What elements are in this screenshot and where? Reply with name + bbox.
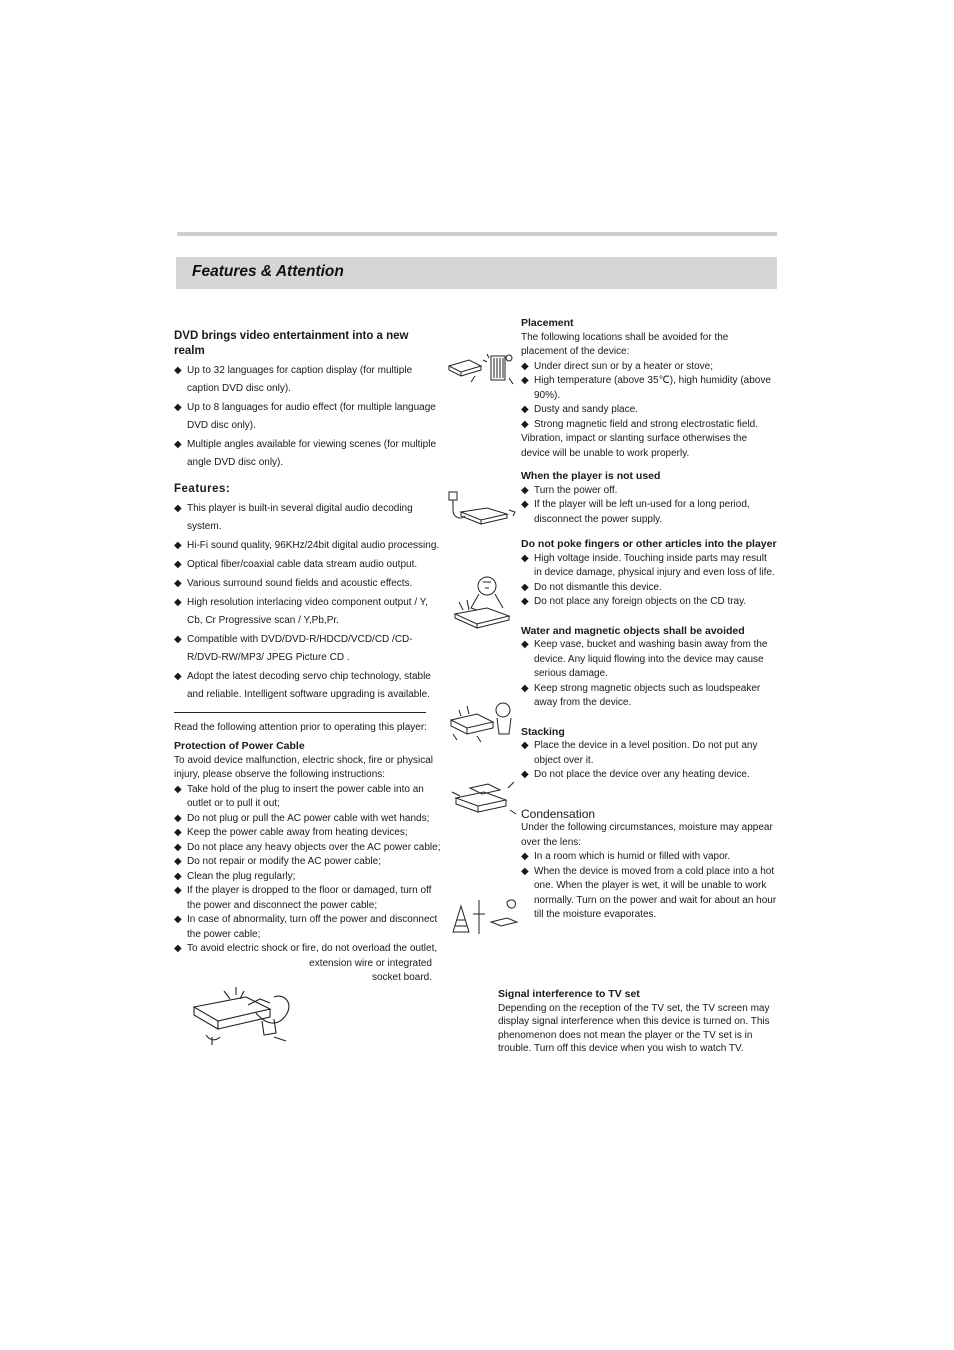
water-list — [521, 638, 777, 711]
list-item — [521, 374, 777, 403]
list-item-text: In case of abnormality, turn off the power and disconnect the power cable; — [187, 914, 438, 940]
diamond-bullet-icon: ◆ — [174, 856, 182, 867]
list-item — [174, 841, 442, 856]
diamond-bullet-icon: ◆ — [521, 596, 529, 607]
list-item-text: If the player will be left un-used for a long period, disconnect the power supply. — [534, 499, 750, 525]
diamond-bullet-icon: ◆ — [521, 740, 529, 751]
list-item-text: Under direct sun or by a heater or stove; — [534, 360, 713, 372]
list-item-text: Do not plug or pull the AC power cable with wet hands; — [187, 812, 430, 824]
intro-list — [174, 362, 442, 472]
list-item-text: If the player is dropped to the floor or damaged, turn off the power and disconnect the power cable; — [187, 885, 432, 911]
diamond-bullet-icon: ◆ — [174, 596, 182, 608]
list-item-text: Do not dismantle this device. — [534, 581, 662, 593]
stacking-illustration — [448, 776, 518, 818]
intro-heading: DVD brings video entertainment into a new realm — [174, 330, 409, 357]
not-used-list — [521, 484, 777, 528]
page-title: Features & Attention — [192, 263, 344, 280]
list-item-text: Place the device in a level position. Do not put any object over it. — [534, 740, 758, 766]
stacking-list — [521, 739, 777, 783]
placement-outro: Vibration, impact or slanting surface otherwises the device will be unable to work properly. — [521, 433, 748, 459]
list-item — [521, 865, 777, 923]
list-item — [174, 399, 442, 435]
signal-heading: Signal interference to TV set — [498, 988, 640, 1000]
list-item — [174, 913, 442, 942]
list-item-text: Up to 8 languages for audio effect (for multiple language DVD disc only). — [187, 402, 436, 431]
list-item-text: Turn the power off. — [534, 484, 618, 496]
top-rule — [177, 232, 777, 236]
list-item — [521, 418, 777, 433]
list-item-text: Adopt the latest decoding servo chip technology, stable and reliable. Intelligent software upgrading is available. — [187, 670, 431, 700]
placement-intro: The following locations shall be avoided for the placement of the device: — [521, 331, 729, 357]
list-item — [174, 594, 442, 630]
list-item — [174, 884, 442, 913]
list-item-text: When the device is moved from a cold place into a hot one. When the player is wet, it will be unable to work normally. Turn on the power and wait for about an hour till the moisture evaporates. — [534, 865, 777, 920]
list-item — [174, 668, 442, 704]
list-item — [521, 850, 777, 865]
list-item — [174, 575, 442, 593]
signal-interference-section — [498, 988, 780, 1056]
list-item — [174, 826, 442, 841]
diamond-bullet-icon: ◆ — [174, 539, 182, 551]
diamond-bullet-icon: ◆ — [174, 870, 182, 882]
list-item — [174, 631, 442, 667]
list-item-text: This player is built-in several digital audio decoding system. — [187, 502, 413, 532]
list-item — [521, 595, 777, 610]
list-item-text: High voltage inside. Touching inside parts may result in device damage, physical injury and even loss of life. — [534, 552, 775, 578]
list-item — [521, 581, 777, 596]
diamond-bullet-icon: ◆ — [174, 885, 182, 896]
list-item — [174, 812, 442, 827]
list-item — [174, 537, 442, 555]
list-item-text: In a room which is humid or filled with vapor. — [534, 851, 731, 862]
list-item-text: Do not repair or modify the AC power cable; — [187, 856, 381, 867]
power-cable-heading: Protection of Power Cable — [174, 740, 305, 752]
sun-heater-illustration — [447, 350, 517, 390]
list-item — [174, 500, 442, 536]
list-item-text: Keep vase, bucket and washing basin away from the device. Any liquid flowing into the device may cause serious damage. — [534, 639, 768, 679]
list-item-text: Dusty and sandy place. — [534, 404, 638, 415]
diamond-bullet-icon: ◆ — [174, 943, 182, 954]
list-item — [174, 870, 442, 885]
list-item — [521, 768, 777, 783]
right-column — [521, 316, 777, 923]
stacking-heading: Stacking — [521, 725, 565, 738]
list-item-text: Do not place any heavy objects over the AC power cable; — [187, 841, 441, 853]
water-vase-illustration — [447, 700, 519, 744]
list-item — [174, 855, 442, 870]
diamond-bullet-icon: ◆ — [174, 827, 182, 838]
diamond-bullet-icon: ◆ — [174, 841, 182, 853]
list-item — [174, 556, 442, 574]
features-heading: Features: — [174, 483, 231, 495]
list-item — [521, 739, 777, 768]
poke-heading: Do not poke fingers or other articles into the player — [521, 538, 777, 550]
list-item-text: Hi-Fi sound quality, 96KHz/24bit digital audio processing. — [187, 539, 440, 551]
diamond-bullet-icon: ◆ — [521, 499, 529, 510]
diamond-bullet-icon: ◆ — [174, 577, 182, 589]
condensation-list — [521, 850, 777, 923]
list-item-text: Strong magnetic field and strong electrostatic field. — [534, 418, 759, 430]
list-item-text: Compatible with DVD/DVD-R/HDCD/VCD/CD /CD-R/DVD-RW/MP3/ JPEG Picture CD . — [187, 633, 413, 663]
power-cable-intro: To avoid device malfunction, electric shock, fire or physical injury, please observe the following instructions: — [174, 754, 434, 780]
list-item — [521, 682, 777, 711]
diamond-bullet-icon: ◆ — [174, 402, 182, 413]
diamond-bullet-icon: ◆ — [521, 375, 529, 386]
list-item — [521, 403, 777, 418]
list-item-text: High temperature (above 35℃), high humidity (above 90%). — [534, 375, 771, 401]
diamond-bullet-icon: ◆ — [174, 670, 182, 682]
list-item-text: Take hold of the plug to insert the power cable into an outlet or to pull it out; — [187, 783, 424, 809]
diamond-bullet-icon: ◆ — [521, 360, 529, 372]
list-item — [521, 360, 777, 375]
power-cable-tail-2: socket board. — [371, 972, 432, 983]
condensation-heading: Condensation — [521, 806, 596, 821]
power-cable-tail-1: extension wire or integrated — [309, 957, 432, 969]
diamond-bullet-icon: ◆ — [521, 865, 529, 877]
placement-heading: Placement — [521, 317, 574, 329]
list-item — [174, 783, 442, 812]
diamond-bullet-icon: ◆ — [521, 404, 529, 415]
unplug-illustration — [447, 490, 517, 526]
list-item-text: Multiple angles available for viewing scenes (for multiple angle DVD disc only). — [187, 439, 437, 468]
list-item-text: Clean the plug regularly; — [187, 870, 296, 882]
diamond-bullet-icon: ◆ — [174, 365, 182, 376]
list-item-text: Do not place any foreign objects on the CD tray. — [534, 596, 747, 607]
list-item-text: Various surround sound fields and acoustic effects. — [187, 577, 413, 589]
diamond-bullet-icon: ◆ — [174, 812, 182, 824]
diamond-bullet-icon: ◆ — [174, 558, 182, 570]
list-item — [521, 484, 777, 499]
list-item — [521, 498, 777, 527]
list-item-text: Do not place the device over any heating device. — [534, 769, 750, 780]
list-item — [521, 638, 777, 682]
diamond-bullet-icon: ◆ — [521, 851, 529, 862]
child-poking-illustration — [447, 574, 517, 632]
power-cable-list — [174, 783, 442, 957]
water-heading: Water and magnetic objects shall be avoided — [521, 624, 745, 637]
list-item-text: Keep strong magnetic objects such as loudspeaker away from the device. — [534, 682, 761, 708]
not-used-heading: When the player is not used — [521, 470, 661, 482]
list-item-text: Up to 32 languages for caption display (for multiple caption DVD disc only). — [187, 365, 413, 394]
diamond-bullet-icon: ◆ — [521, 769, 529, 780]
signal-text: Depending on the reception of the TV set, the TV screen may display signal interference when this device is turned on. This phenomenon does not mean the player or the TV set is in trouble. Turn off this device when you wish to watch TV. — [498, 1002, 770, 1054]
placement-list — [521, 360, 777, 433]
diamond-bullet-icon: ◆ — [521, 552, 529, 564]
list-item — [521, 552, 777, 581]
condensation-illustration — [447, 896, 523, 936]
attention-intro: Read the following attention prior to operating this player: — [174, 721, 427, 733]
list-item-text: High resolution interlacing video component output / Y, Cb, Cr Progressive scan / Y,Pb,Pr. — [187, 596, 428, 626]
condensation-intro: Under the following circumstances, moisture may appear over the lens: — [521, 822, 773, 848]
diamond-bullet-icon: ◆ — [174, 439, 182, 450]
features-list — [174, 500, 442, 704]
list-item-text: To avoid electric shock or fire, do not overload the outlet, — [187, 943, 438, 954]
power-outlet-illustration — [186, 985, 304, 1047]
title-bar — [176, 257, 777, 289]
left-column — [174, 329, 442, 986]
diamond-bullet-icon: ◆ — [521, 581, 529, 593]
diamond-bullet-icon: ◆ — [174, 633, 182, 645]
list-item — [174, 436, 442, 472]
list-item — [174, 362, 442, 398]
section-divider — [174, 712, 426, 713]
diamond-bullet-icon: ◆ — [521, 682, 529, 694]
list-item-text: Keep the power cable away from heating devices; — [187, 827, 408, 838]
poke-list — [521, 552, 777, 610]
diamond-bullet-icon: ◆ — [521, 484, 529, 496]
diamond-bullet-icon: ◆ — [174, 502, 182, 514]
diamond-bullet-icon: ◆ — [174, 914, 182, 925]
diamond-bullet-icon: ◆ — [521, 418, 529, 430]
list-item — [174, 942, 442, 957]
diamond-bullet-icon: ◆ — [521, 639, 529, 650]
list-item-text: Optical fiber/coaxial cable data stream audio output. — [187, 558, 418, 570]
diamond-bullet-icon: ◆ — [174, 783, 182, 795]
